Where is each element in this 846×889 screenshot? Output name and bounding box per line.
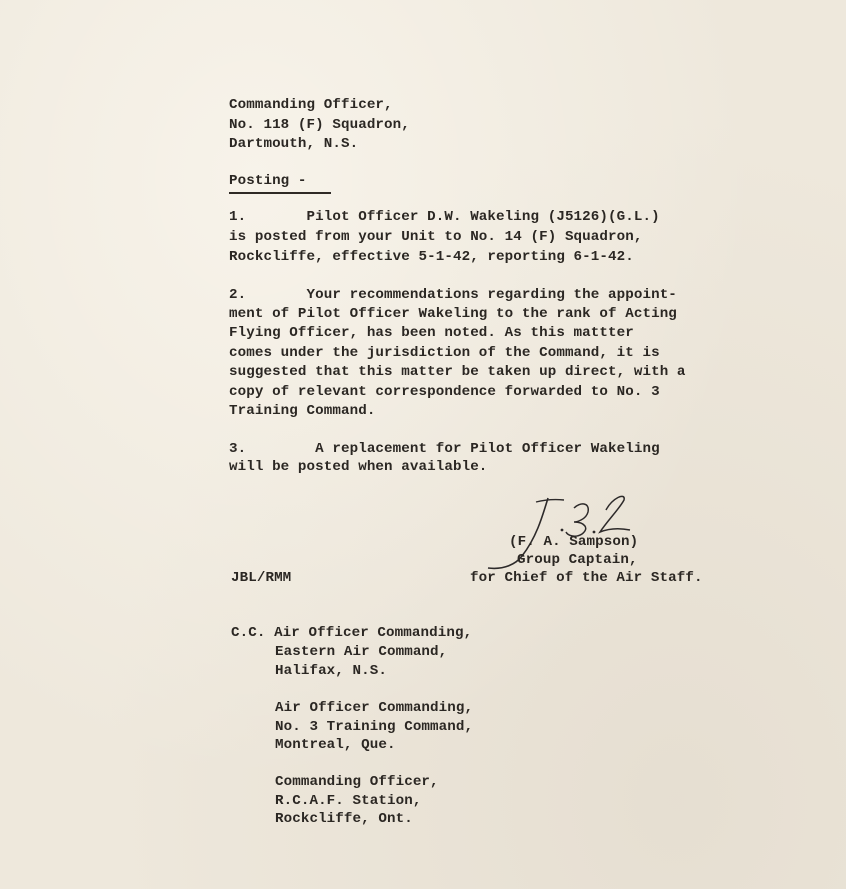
cc-block2-line-2: No. 3 Training Command, bbox=[275, 719, 474, 735]
cc-block3-line-1: Commanding Officer, bbox=[275, 774, 439, 790]
para2-line-6: copy of relevant correspondence forwarded to No. 3 bbox=[229, 384, 660, 400]
cc-block3-line-3: Rockcliffe, Ont. bbox=[275, 811, 413, 827]
signatory-for: for Chief of the Air Staff. bbox=[470, 570, 703, 586]
cc-block3-line-2: R.C.A.F. Station, bbox=[275, 793, 422, 809]
para2-line-3: Flying Officer, has been noted. As this mattter bbox=[229, 325, 634, 341]
para2-line-5: suggested that this matter be taken up direct, with a bbox=[229, 364, 686, 380]
signatory-rank: Group Captain, bbox=[517, 552, 638, 568]
para2-line-7: Training Command. bbox=[229, 403, 376, 419]
para1-line-3: Rockcliffe, effective 5-1-42, reporting 6-1-42. bbox=[229, 249, 634, 265]
addressee-line-1: Commanding Officer, bbox=[229, 97, 393, 113]
cc-block1-line-3: Halifax, N.S. bbox=[275, 663, 387, 679]
para3-line-1: 3. A replacement for Pilot Officer Wakeling bbox=[229, 441, 660, 457]
para2-line-1: 2. Your recommendations regarding the appoint- bbox=[229, 287, 677, 303]
para2-line-2: ment of Pilot Officer Wakeling to the rank of Acting bbox=[229, 306, 677, 322]
signatory-name: (F. A. Sampson) bbox=[509, 534, 639, 550]
para2-line-4: comes under the jurisdiction of the Command, it is bbox=[229, 345, 660, 361]
subject-underline bbox=[229, 192, 331, 194]
addressee-line-2: No. 118 (F) Squadron, bbox=[229, 117, 410, 133]
cc-block1-line-2: Eastern Air Command, bbox=[275, 644, 448, 660]
para1-line-1: 1. Pilot Officer D.W. Wakeling (J5126)(G.L.) bbox=[229, 209, 660, 225]
reference-initials: JBL/RMM bbox=[231, 570, 292, 586]
cc-block2-line-1: Air Officer Commanding, bbox=[275, 700, 474, 716]
subject-heading: Posting - bbox=[229, 173, 307, 189]
addressee-line-3: Dartmouth, N.S. bbox=[229, 136, 359, 152]
cc-block2-line-3: Montreal, Que. bbox=[275, 737, 396, 753]
cc-block1-line-1: C.C. Air Officer Commanding, bbox=[231, 625, 473, 641]
para3-line-2: will be posted when available. bbox=[229, 459, 488, 475]
para1-line-2: is posted from your Unit to No. 14 (F) Squadron, bbox=[229, 229, 643, 245]
